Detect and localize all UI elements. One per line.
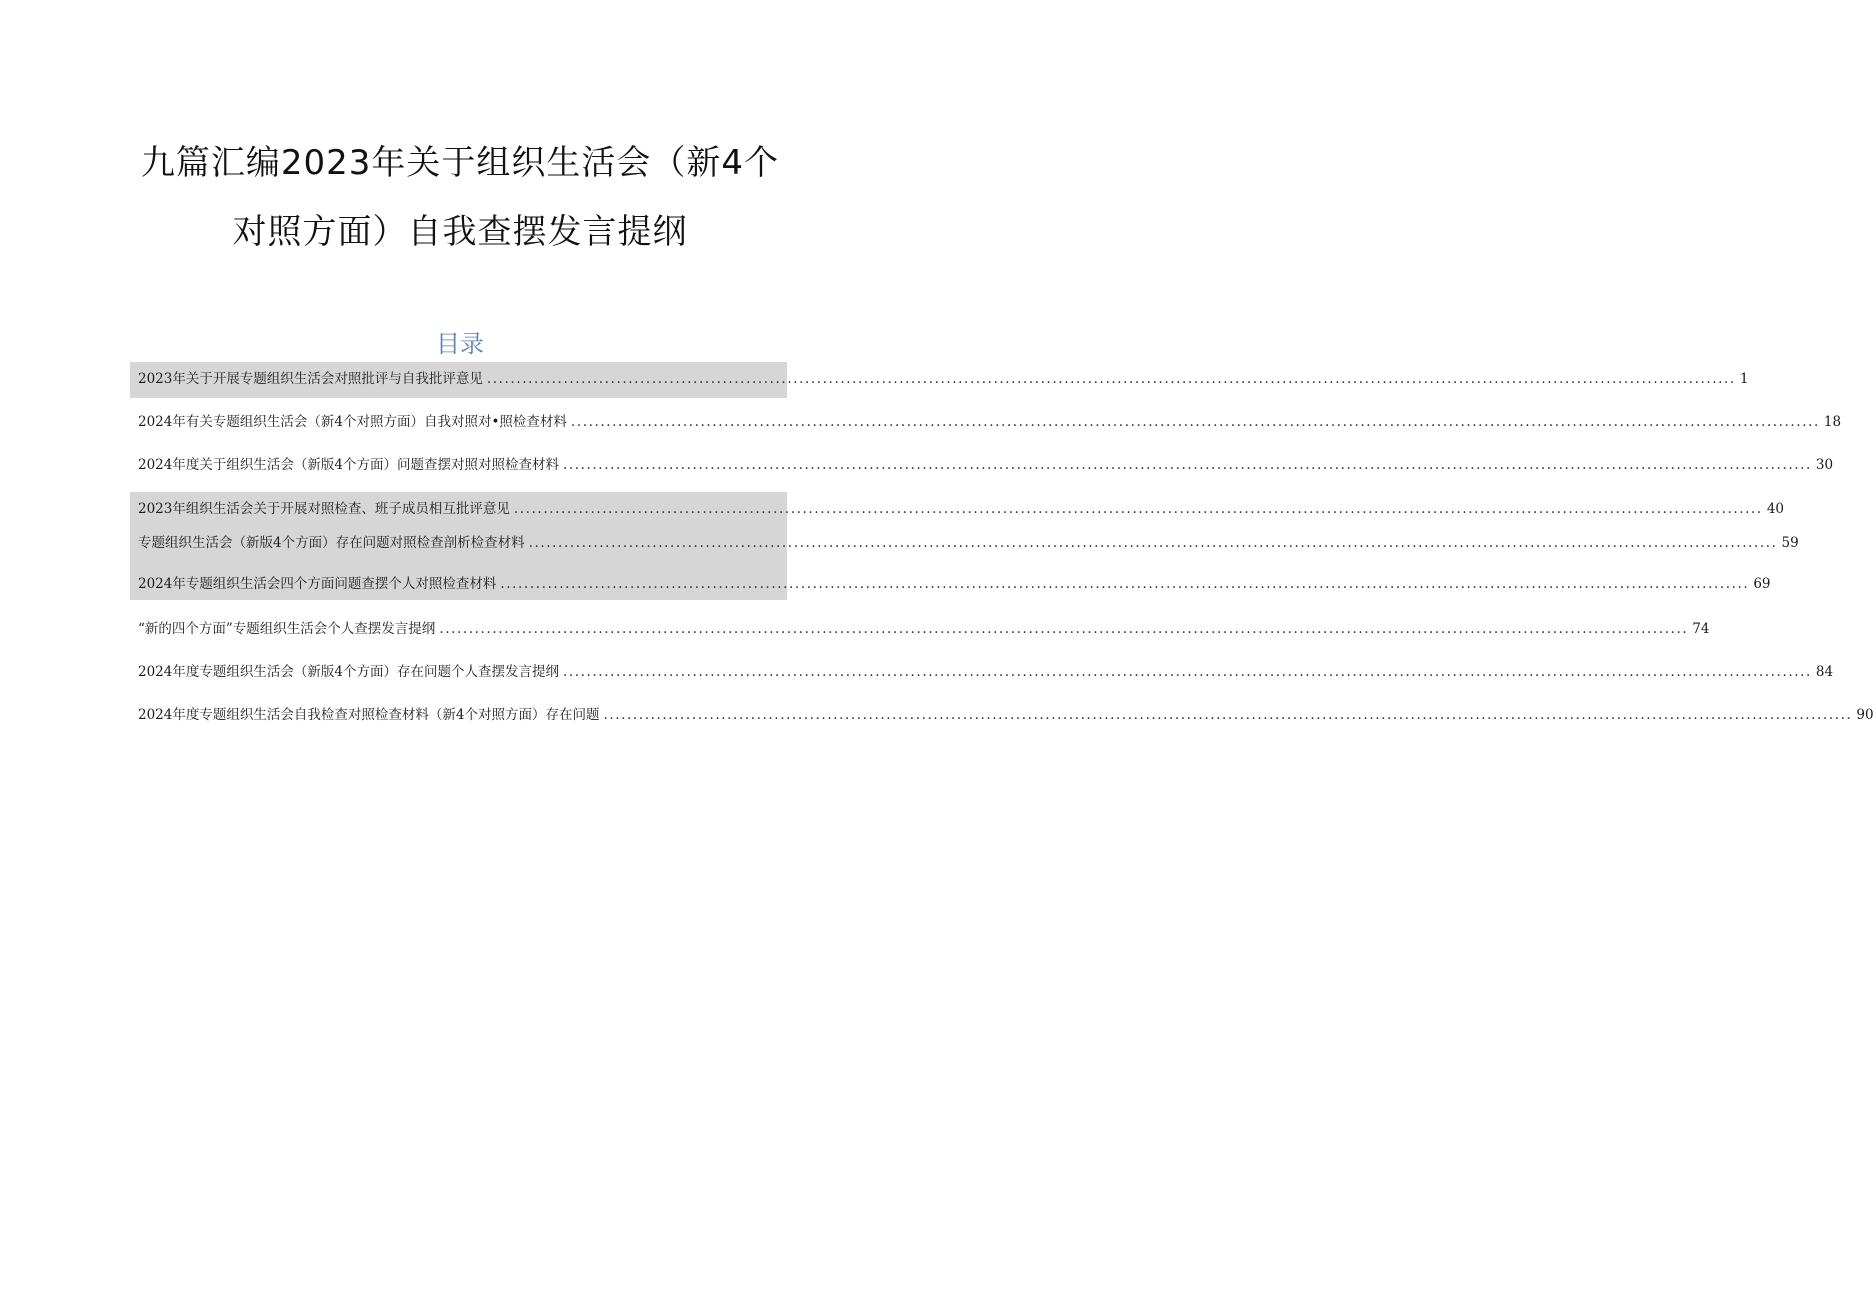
toc-entry[interactable] xyxy=(138,661,1834,683)
toc-entry-title: “新的四个方面”专题组织生活会个人查摆发言提纲 xyxy=(138,621,436,637)
toc-leader-dots xyxy=(439,618,1688,640)
document-title-line-2: 对照方面）自我查摆发言提纲 xyxy=(232,212,688,252)
document-title-line-1: 九篇汇编2023年关于组织生活会（新4个 xyxy=(140,143,780,183)
toc-entry-title: 2023年关于开展专题组织生活会对照批评与自我批评意见 xyxy=(138,371,483,387)
toc-entry[interactable] xyxy=(138,618,1710,640)
toc-entry[interactable] xyxy=(138,454,1834,476)
toc-leader-dots xyxy=(500,573,1749,595)
toc-heading: 目录 xyxy=(436,330,484,358)
toc-entry-page: 90 xyxy=(1856,707,1874,723)
toc-leader-dots xyxy=(514,498,1763,520)
toc-entry[interactable] xyxy=(138,411,1842,433)
toc-entry-page: 18 xyxy=(1823,414,1842,430)
toc-entry-page: 84 xyxy=(1815,664,1834,680)
toc-entry[interactable] xyxy=(138,532,1799,554)
toc-leader-dots xyxy=(487,368,1736,390)
toc-entry[interactable] xyxy=(138,498,1784,520)
toc-leader-dots xyxy=(603,704,1852,726)
toc-entry-page: 1 xyxy=(1739,371,1749,387)
toc-entry[interactable] xyxy=(138,704,1874,726)
toc-entry-title: 2024年有关专题组织生活会（新4个对照方面）自我对照对•照检查材料 xyxy=(138,414,567,430)
toc-leader-dots xyxy=(563,454,1812,476)
toc-entry-page: 69 xyxy=(1753,576,1771,592)
toc-entry-title: 专题组织生活会（新版4个方面）存在问题对照检查剖析检查材料 xyxy=(138,535,525,551)
toc-entry-title: 2024年度专题组织生活会（新版4个方面）存在问题个人查摆发言提纲 xyxy=(138,664,559,680)
toc-entry[interactable] xyxy=(138,368,1749,390)
toc-leader-dots xyxy=(571,411,1820,433)
toc-entry-page: 74 xyxy=(1692,621,1710,637)
toc-entry-page: 59 xyxy=(1781,535,1799,551)
toc-entry-title: 2024年度关于组织生活会（新版4个方面）问题查摆对照对照检查材料 xyxy=(138,457,559,473)
toc-entry-title: 2024年专题组织生活会四个方面问题查摆个人对照检查材料 xyxy=(138,576,497,592)
toc-entry-title: 2023年组织生活会关于开展对照检查、班子成员相互批评意见 xyxy=(138,501,510,517)
toc-leader-dots xyxy=(529,532,1778,554)
toc-entry-page: 40 xyxy=(1766,501,1784,517)
toc-entry[interactable] xyxy=(138,573,1771,595)
toc-entry-title: 2024年度专题组织生活会自我检查对照检查材料（新4个对照方面）存在问题 xyxy=(138,707,600,723)
toc-leader-dots xyxy=(563,661,1812,683)
toc-entry-page: 30 xyxy=(1815,457,1834,473)
